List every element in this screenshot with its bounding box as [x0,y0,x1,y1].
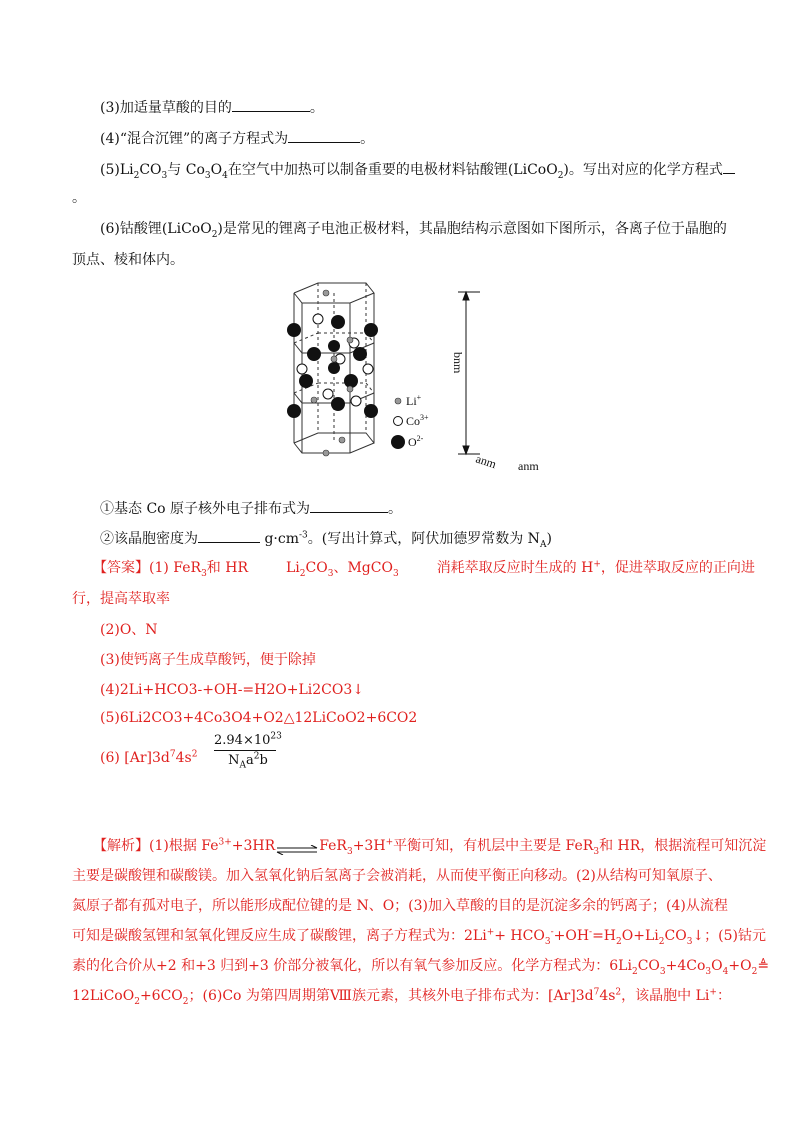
answer-blank [198,528,260,543]
answer-tag: 【答案】 [93,560,149,576]
analysis-line-3: 氮原子都有孤对电子，所以能形成配位键的是 N、O；(3)加入草酸的目的是沉淀多余的钙离子；(4)从流程 [72,898,728,914]
answer-blank [310,498,388,513]
question-3: (3)加适量草酸的目的 。 [100,97,324,118]
legend-co: $Co^{3+}$ [406,413,429,428]
analysis-tag: 【解析】 [93,838,149,854]
question-3-text: (3)加适量草酸的目的 [100,100,232,116]
question-6-line2: 顶点、棱和体内。 [72,252,184,268]
answer-3: (3)使钙离子生成草酸钙，便于除掉 [100,652,316,668]
height-label: bnm [451,352,465,374]
heat-triangle-icon: ≜ [757,958,770,974]
question-5: $(5)Li_2CO_3$与 $Co_3O_4$在空气中加热可以制备重要的电极材料钴酸锂(LiCoO$_2$)。写出对应的化学方程式 [100,159,735,180]
fraction-numerator: $2.94\times 10^{23}$ [214,731,282,748]
answer-2: (2)O、N [100,622,158,638]
answer-line-1: 【答案】(1) FeR$_3$和 HR $Li_2CO_3$、MgCO$_3$ 消耗萃取反应时生成的 H+，促进萃取反应的正向进 [93,559,755,579]
base-label-1: anm [474,451,499,472]
crystal-structure-figure [270,280,570,480]
question-6: (6)钴酸锂(LiCoO$_2$)是常见的锂离子电池正极材料，其晶胞结构示意图如下图所示，各离子位于晶胞的 [100,221,727,240]
fraction-bar [214,750,276,751]
question-5-line2: 。 [72,190,86,206]
density-fraction [214,731,282,771]
answer-blank [723,159,735,174]
answer-line-1b: 行，提高萃取率 [72,591,170,607]
equilibrium-arrow-icon [275,841,319,851]
analysis-line-2: 主要是碳酸锂和碳酸镁。加入氢氧化钠后氢离子会被消耗，从而使平衡正向移动。(2)从结构可知氧原子、 [72,868,722,884]
analysis-line-4: 可知是碳酸氢锂和氢氧化锂反应生成了碳酸锂，离子方程式为：$2Li^++ HCO_3^-+OH^-=H_2O+Li_2CO_3↓$；(5)钴元 [72,927,766,947]
legend [391,398,405,449]
answer-blank [288,128,360,143]
sub-question-2: ②该晶胞密度为 $g\cdot cm^{-3}$。(写出计算式，阿伏加德罗常数为 $N_A$) [100,528,552,549]
analysis-line-5: 素的化合价从+2 和+3 归到+3 价部分被氧化，所以有氧气参加反应。化学方程式为：$6Li_2CO_3+4Co_3O_4+O_2≜$ [72,958,770,977]
answer-5: (5)6Li2CO3+4Co3O4+O2△12LiCoO2+6CO2 [100,710,418,726]
answer-6: (6) $[Ar]3d^74s^2$ [100,749,198,766]
fraction-denominator: $N_Aa^2b$ [228,751,268,771]
analysis-line-6: $12LiCoO_2+6CO_2$；(6)Co 为第四周期第Ⅷ族元素，其核外电子排布式为：$[Ar]3d^74s^2$，该晶胞中 Li+： [72,987,731,1007]
answer-4: (4)2Li+HCO3-+OH-=H2O+Li2CO3↓ [100,682,364,698]
answer-blank [232,97,310,112]
sub-question-1: ①基态 Co 原子核外电子排布式为 。 [100,498,402,519]
question-4-text: (4)“混合沉锂”的离子方程式为 [100,131,289,147]
base-label-2: anm [518,459,539,473]
legend-o: $O^{2-}$ [408,434,424,449]
question-4: (4)“混合沉锂”的离子方程式为 。 [100,128,374,149]
legend-li: Li+ [406,393,422,408]
analysis-line-1: 【解析】(1)根据 $Fe^{3+}+3HR$ FeR$_3$+3H+平衡可知，有机层中主要是 FeR$_3$和 HR，根据流程可知沉淀 [93,837,767,857]
